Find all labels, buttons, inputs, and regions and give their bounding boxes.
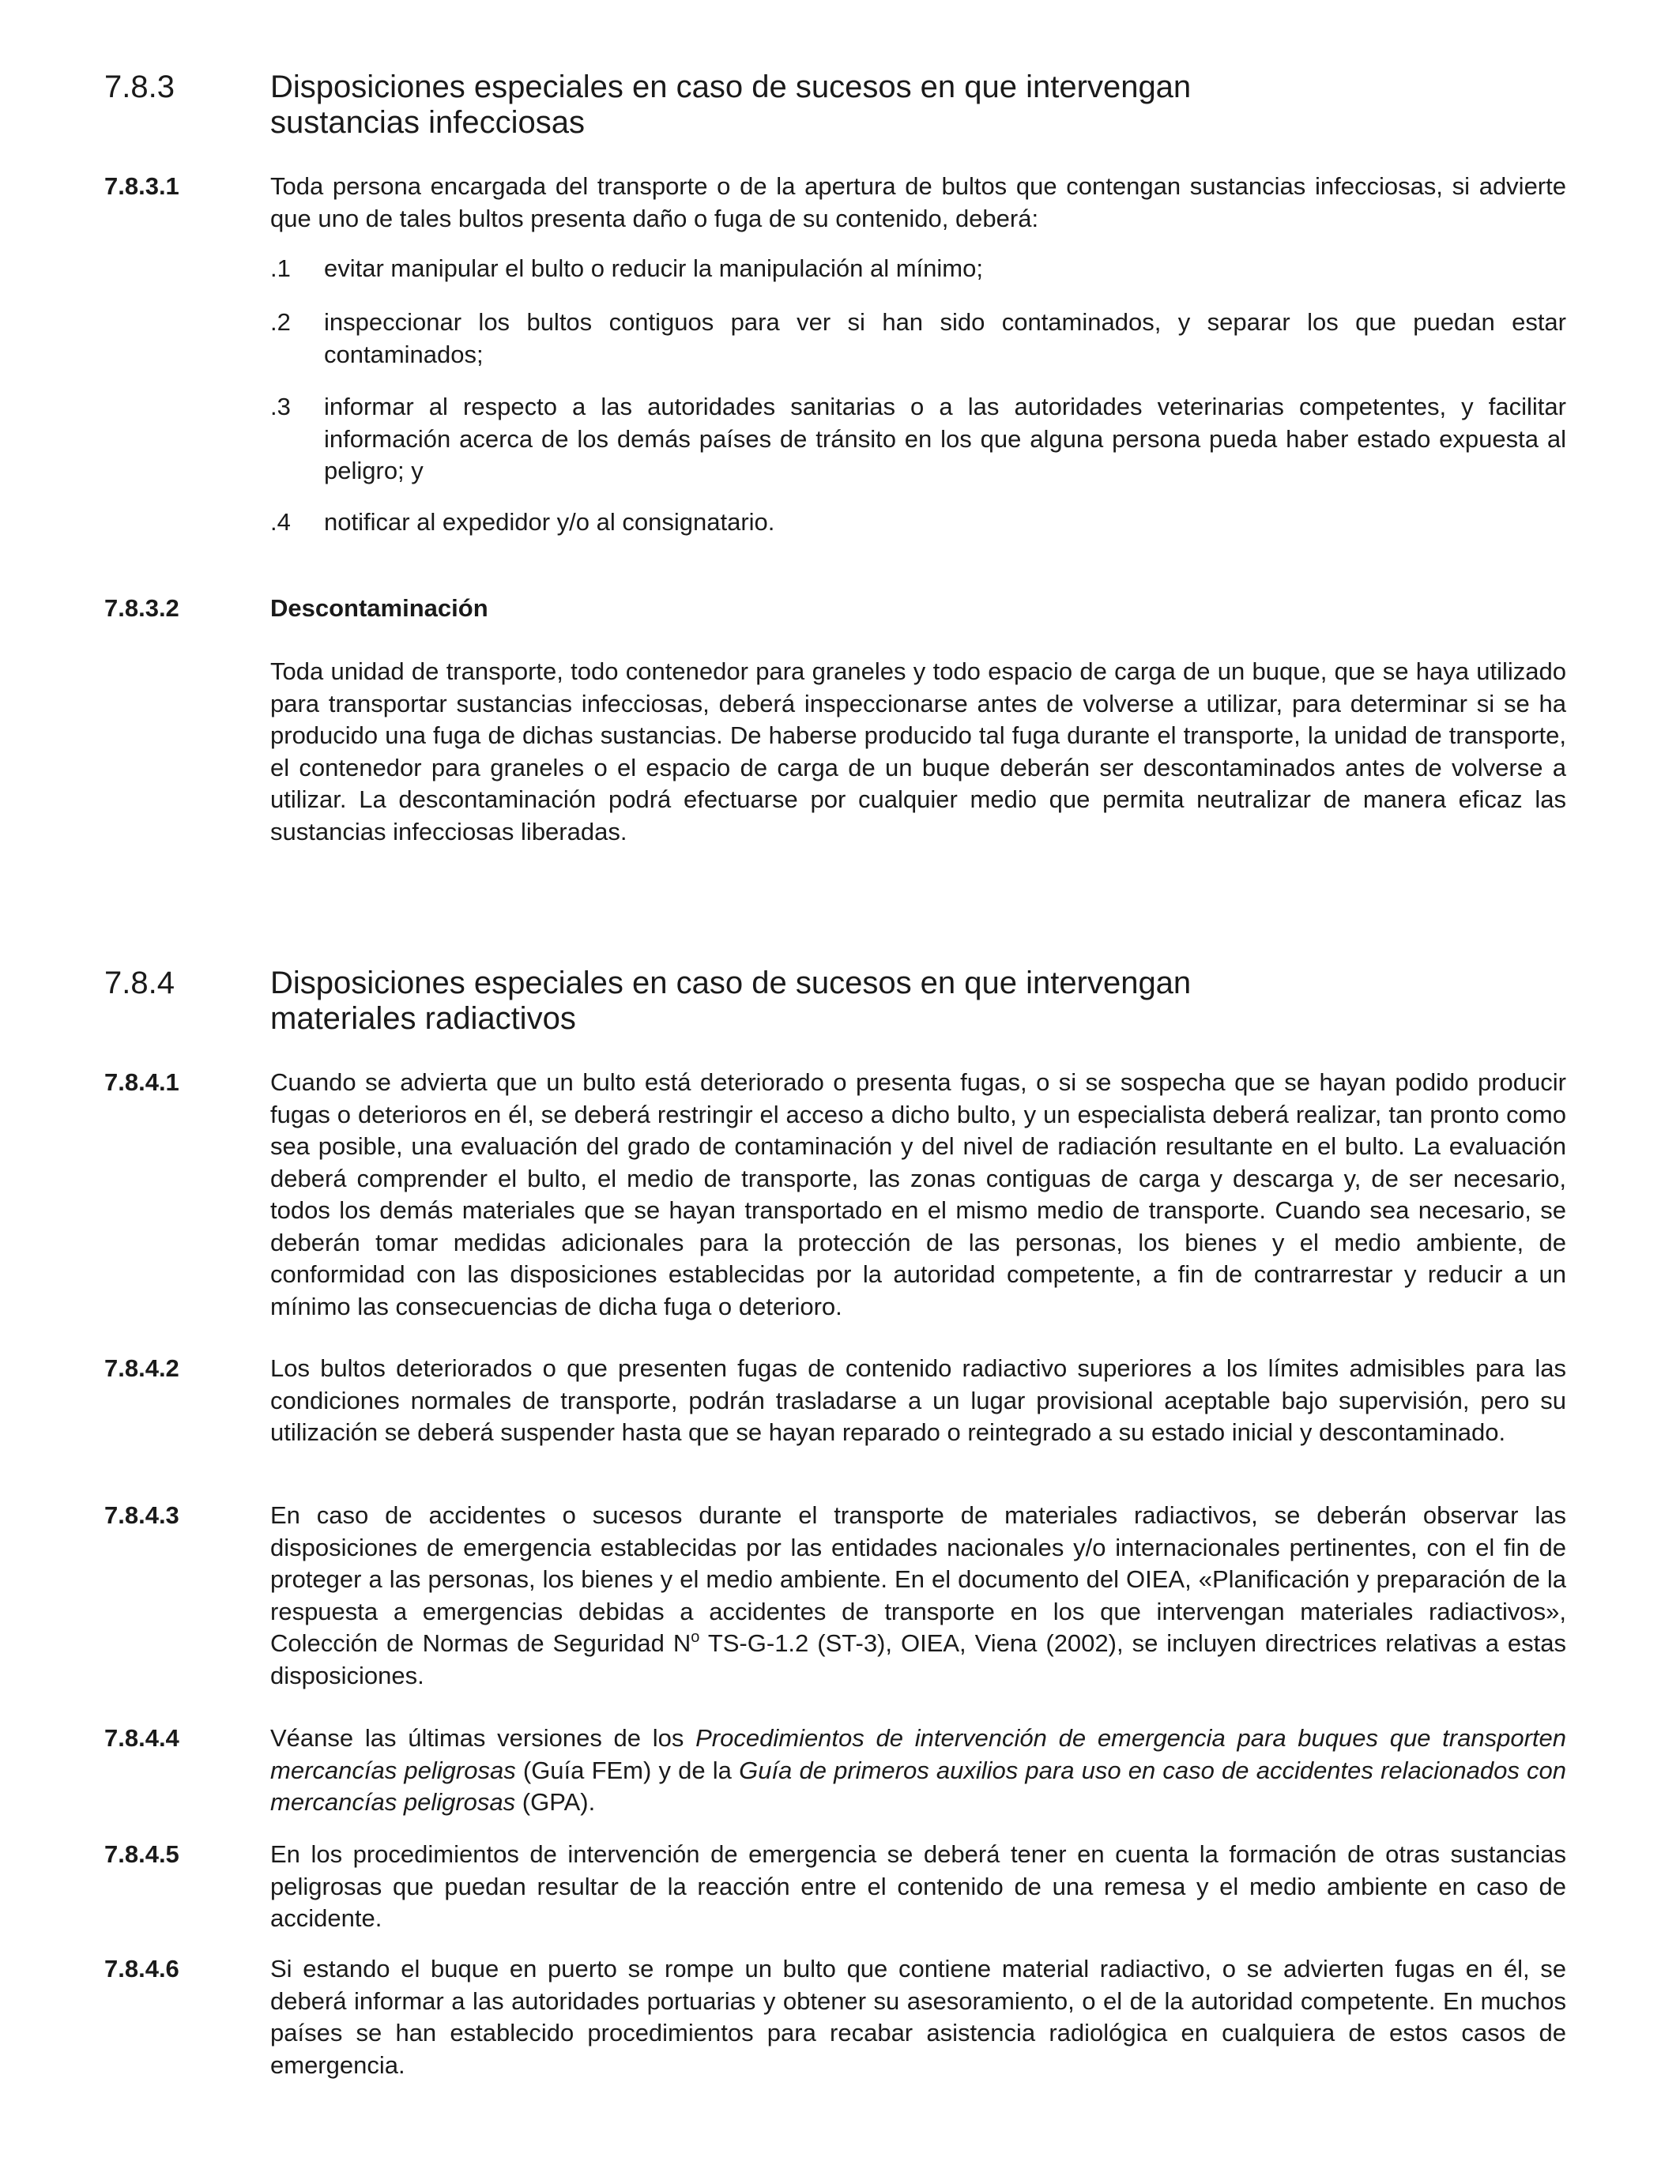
- paragraph-text: Los bultos deteriorados o que presenten fugas de contenido radiactivo superiores a los límites admisibles para las condiciones normales de transporte, podrán trasladarse a un lugar provisional aceptable bajo supervisión, pero su utilización se deberá suspender hasta que se hayan reparado o reintegrado a su estado inicial y descontaminado.: [270, 1354, 1566, 1446]
- paragraph-text: Cuando se advierta que un bulto está deteriorado o presenta fugas, o si se sospecha que se hayan podido producir fugas o deterioros en él, se deberá restringir el acceso a dicho bulto, y un especialista deberá realizar, tan pronto como sea posible, una evaluación del grado de contaminación y del nivel de radiación resultante en el bulto. La evaluación deberá comprender el bulto, el medio de transporte, las zonas contiguas de carga y descarga y, de ser necesario, todos los demás materiales que se hayan transportado en el mismo medio de transporte. Cuando sea necesario, se deberán tomar medidas adicionales para la protección de las personas, los bienes y el medio ambiente, de conformidad con las disposiciones establecidas por la autoridad competente, a fin de contrarrestar y reducir a un mínimo las consecuencias de dicha fuga o deterioro.: [270, 1068, 1566, 1320]
- section-number: 7.8.4: [104, 966, 175, 1000]
- list-item: [270, 391, 1566, 488]
- document-title-italic: Guía de primeros auxilios para uso en caso de accidentes relacionados con mercancías peligrosas: [270, 1756, 1566, 1816]
- paragraph-text: Si estando el buque en puerto se rompe un bulto que contiene material radiactivo, o se advierten fugas en él, se deberá informar a las autoridades portuarias y obtener su asesoramiento, o el de la autoridad competente. En muchos países se han establecido procedimientos para recabar asistencia radiológica en cualquiera de estos casos de emergencia.: [270, 1955, 1566, 2079]
- paragraph-number: 7.8.3.1: [104, 172, 179, 200]
- paragraph-7-8-4-5: [104, 1839, 1566, 1935]
- list-item-text: notificar al expedidor y/o al consignatario.: [324, 508, 775, 536]
- paragraph-text: [270, 1723, 1566, 1819]
- document-title-italic: Procedimientos de intervención de emergencia para buques que transporten mercancías peligrosas: [270, 1724, 1566, 1784]
- list-item: [270, 307, 1566, 371]
- paragraph-number: 7.8.3.2: [104, 594, 179, 622]
- list-item-number: .4: [270, 508, 291, 536]
- section-title-line-1: Disposiciones especiales en caso de sucesos en que intervengan: [270, 966, 1192, 1000]
- section-title-line-2: sustancias infecciosas: [270, 105, 585, 140]
- paragraph-number: 7.8.4.1: [104, 1068, 179, 1096]
- paragraph-text-part: (GPA).: [515, 1788, 596, 1816]
- section-title-line-2: materiales radiactivos: [270, 1001, 576, 1036]
- paragraph-number: 7.8.4.5: [104, 1840, 179, 1868]
- paragraph-text: Toda unidad de transporte, todo contenedor para graneles y todo espacio de carga de un buque, que se haya utilizado para transportar sustancias infecciosas, deberá inspeccionarse antes de volverse a utilizar, para determinar si se ha producido una fuga de dichas sustancias. De haberse producido tal fuga durante el transporte, la unidad de transporte, el contenedor para graneles o el espacio de carga de un buque deberán ser descontaminados antes de volverse a utilizar. La descontaminación podrá efectuarse por cualquier medio que permita neutralizar de manera eficaz las sustancias infecciosas liberadas.: [270, 657, 1566, 845]
- list-item: [270, 506, 1566, 539]
- paragraph-7-8-4-6: [104, 1953, 1566, 2081]
- paragraph-7-8-4-1: [104, 1067, 1566, 1323]
- section-title: [270, 966, 1440, 1037]
- paragraph-7-8-4-2: [104, 1353, 1566, 1449]
- section-title: [270, 70, 1440, 141]
- paragraph-text-part: TS-G-1.2 (ST-3), OIEA, Viena (2002), se incluyen directrices relativas a estas disposiciones.: [270, 1629, 1567, 1689]
- paragraph-text: [270, 1500, 1566, 1692]
- list-item: [270, 253, 1566, 285]
- list-item-number: .2: [270, 308, 291, 336]
- paragraph-text-part: (Guía FEm) y de la: [515, 1756, 740, 1784]
- paragraph-text-part: Véanse las últimas versiones de los: [270, 1724, 696, 1752]
- superscript: o: [691, 1629, 700, 1646]
- list-item-number: .3: [270, 393, 291, 420]
- paragraph-7-8-4-3: [104, 1500, 1566, 1692]
- paragraph-subtitle: Descontaminación: [270, 594, 488, 622]
- paragraph-text: Toda persona encargada del transporte o de la apertura de bultos que contengan sustancias infecciosas, si advierte que uno de tales bultos presenta daño o fuga de su contenido, deberá:: [270, 172, 1566, 232]
- paragraph-7-8-3-1: [104, 171, 1566, 235]
- paragraph-7-8-3-2: [104, 656, 1566, 848]
- paragraph-number: 7.8.4.2: [104, 1354, 179, 1382]
- paragraph-number: 7.8.4.6: [104, 1955, 179, 1983]
- section-title-line-1: Disposiciones especiales en caso de sucesos en que intervengan: [270, 70, 1192, 104]
- paragraph-text: En los procedimientos de intervención de emergencia se deberá tener en cuenta la formación de otras sustancias peligrosas que puedan resultar de la reacción entre el contenido de una remesa y el medio ambiente en caso de accidente.: [270, 1840, 1566, 1932]
- list-item-text: evitar manipular el bulto o reducir la manipulación al mínimo;: [324, 254, 983, 282]
- paragraph-number: 7.8.4.3: [104, 1501, 179, 1529]
- paragraph-7-8-4-4: [104, 1723, 1566, 1819]
- list-item-number: .1: [270, 254, 291, 282]
- section-number: 7.8.3: [104, 70, 175, 104]
- list-item-text: inspeccionar los bultos contiguos para ver si han sido contaminados, y separar los que puedan estar contaminados;: [324, 308, 1566, 368]
- list-item-text: informar al respecto a las autoridades sanitarias o a las autoridades veterinarias competentes, y facilitar información acerca de los demás países de tránsito en los que alguna persona pueda haber estado expuesta al peligro; y: [324, 393, 1566, 484]
- paragraph-text-part: En caso de accidentes o sucesos durante el transporte de materiales radiactivos, se deberán observar las disposiciones de emergencia establecidas por las entidades nacionales y/o internacionales pertinentes, con el fin de proteger a las personas, los bienes y el medio ambiente. En el documento del OIEA, «Planificación y preparación de la respuesta a emergencias debidas a accidentes de transporte en los que intervengan materiales radiactivos», Colección de Normas de Seguridad N: [270, 1501, 1566, 1657]
- paragraph-number: 7.8.4.4: [104, 1724, 179, 1752]
